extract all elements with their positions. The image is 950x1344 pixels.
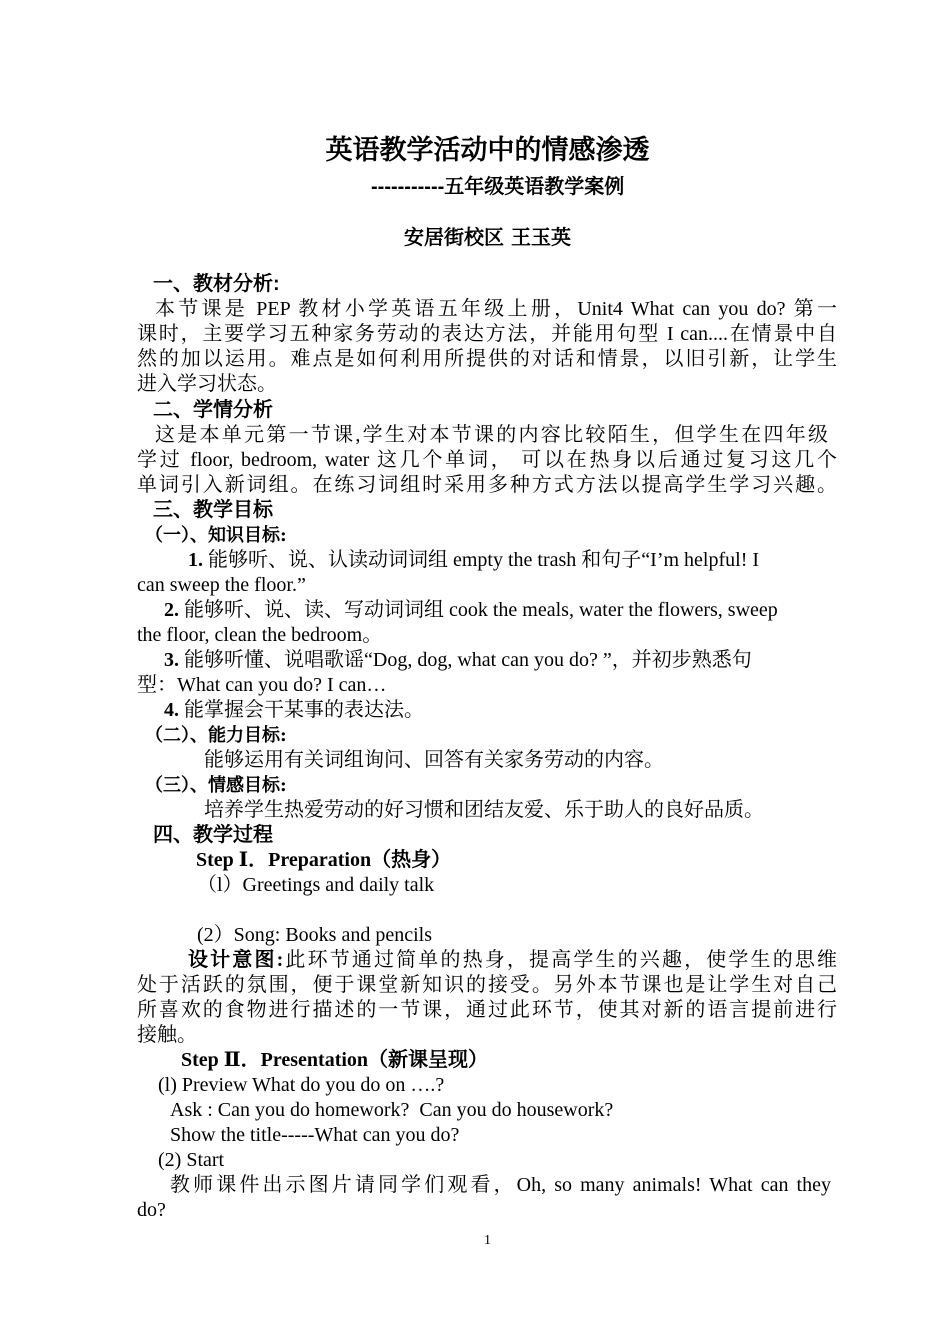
paragraph-line: 教师课件出示图片请同学们观看，Oh, so many animals! What can they bbox=[170, 1174, 831, 1196]
design-intent-text: 此环节通过简单的热身，提高学生的兴趣，使学生的思维 bbox=[283, 949, 837, 971]
paragraph-line: 这是本单元第一节课,学生对本节课的内容比较陌生，但学生在四年级 bbox=[155, 424, 828, 446]
goal-item-1 bbox=[188, 548, 759, 573]
paragraph-line: 单词引入新词组。在练习词组时采用多种方式方法以提高学生学习兴趣。 bbox=[137, 474, 837, 496]
design-intent-label: 设计意图: bbox=[188, 949, 284, 971]
design-intent-line bbox=[188, 948, 837, 973]
goal-item-4 bbox=[164, 698, 424, 723]
list-item: Show the title-----What can you do? bbox=[170, 1124, 460, 1146]
paragraph-line: 能够运用有关词组询问、回答有关家务劳动的内容。 bbox=[204, 749, 664, 771]
step-1-heading: Step Ⅰ．Preparation（热身） bbox=[196, 849, 452, 871]
paragraph-line: 课时，主要学习五种家务劳动的表达方法，并能用句型 I can....在情景中自 bbox=[137, 323, 837, 345]
goal-number: 3. bbox=[164, 649, 179, 671]
paragraph-line: can sweep the floor.” bbox=[137, 574, 306, 596]
document-subtitle: -----------五年级英语教学案例 bbox=[371, 176, 625, 198]
author-line: 安居街校区 王玉英 bbox=[404, 225, 571, 249]
page-number: 1 bbox=[484, 1233, 491, 1248]
paragraph-line: the floor, clean the bedroom。 bbox=[137, 624, 383, 646]
paragraph-line: 接触。 bbox=[137, 1024, 197, 1046]
subheading-knowledge-goals: （一）、知识目标: bbox=[145, 525, 287, 546]
paragraph-line: 处于活跃的氛围，便于课堂新知识的接受。另外本节课也是让学生对自己 bbox=[137, 974, 837, 996]
paragraph-line: 所喜欢的食物进行描述的一节课，通过此环节，使其对新的语言提前进行 bbox=[137, 999, 837, 1021]
list-item: (2) Start bbox=[158, 1149, 225, 1171]
paragraph-line: 本节课是 PEP 教材小学英语五年级上册，Unit4 What can you do? 第一 bbox=[155, 298, 837, 320]
goal-number: 1. bbox=[188, 549, 203, 571]
list-item: (2）Song: Books and pencils bbox=[197, 924, 432, 946]
goal-text: 能掌握会干某事的表达法。 bbox=[179, 699, 424, 721]
paragraph-line: 型：What can you do? I can… bbox=[137, 674, 387, 696]
list-item: Ask : Can you do homework? Can you do housework? bbox=[170, 1099, 614, 1121]
section-heading-process: 四、教学过程 bbox=[153, 824, 273, 846]
subheading-emotion-goals: （三）、情感目标: bbox=[145, 775, 287, 796]
list-item: (l) Preview What do you do on ….? bbox=[158, 1074, 445, 1096]
section-heading-goals: 三、教学目标 bbox=[153, 499, 273, 521]
paragraph-line: 然的加以运用。难点是如何利用所提供的对话和情景，以旧引新，让学生 bbox=[137, 348, 837, 370]
paragraph-line: 培养学生热爱劳动的好习惯和团结友爱、乐于助人的良好品质。 bbox=[204, 799, 764, 821]
goal-number: 4. bbox=[164, 699, 179, 721]
step-2-heading: Step Ⅱ．Presentation（新课呈现） bbox=[181, 1049, 489, 1071]
goal-item-2 bbox=[164, 598, 778, 623]
goal-text: 能够听懂、说唱歌谣“Dog, dog, what can you do? ”，并初步熟悉句 bbox=[179, 649, 752, 671]
goal-text: 能够听、说、读、写动词词组 cook the meals, water the flowers, sweep bbox=[179, 599, 778, 621]
section-heading-students: 二、学情分析 bbox=[153, 399, 273, 421]
paragraph-line: 学过 floor, bedroom, water 这几个单词， 可以在热身以后通过复习这几个 bbox=[137, 449, 837, 471]
paragraph-line: 进入学习状态。 bbox=[137, 373, 277, 395]
section-heading-materials: 一、教材分析: bbox=[153, 273, 280, 295]
goal-item-3 bbox=[164, 648, 752, 673]
goal-text: 能够听、说、认读动词词组 empty the trash 和句子“I’m helpful! I bbox=[203, 549, 760, 571]
document-title: 英语教学活动中的情感渗透 bbox=[325, 135, 650, 165]
subheading-ability-goals: （二）、能力目标: bbox=[145, 725, 287, 746]
goal-number: 2. bbox=[164, 599, 179, 621]
paragraph-line: do? bbox=[137, 1199, 166, 1221]
list-item: （l）Greetings and daily talk bbox=[197, 874, 435, 896]
